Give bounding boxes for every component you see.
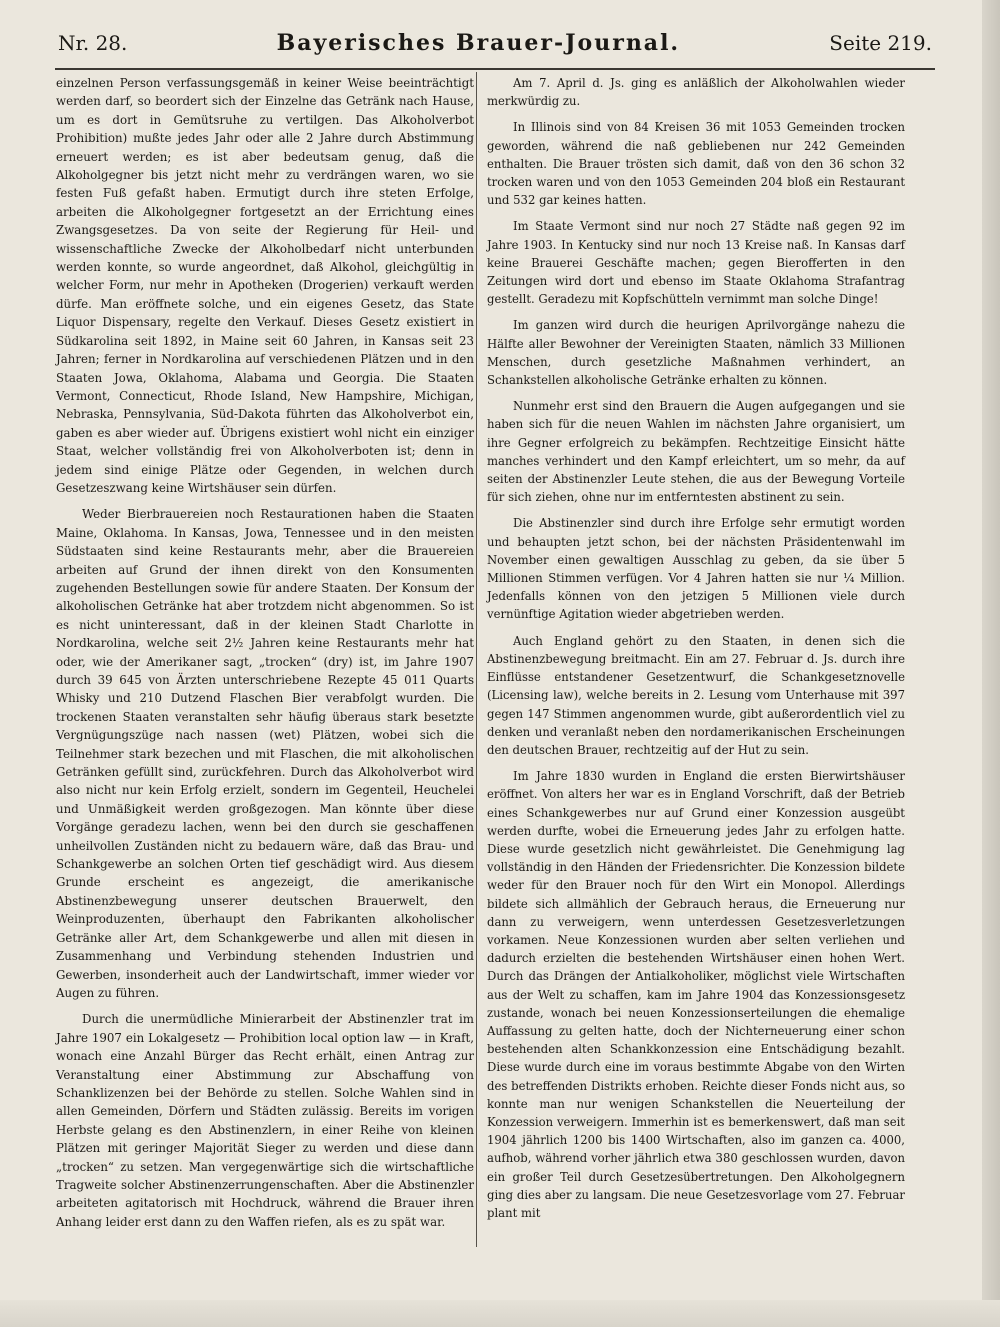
paragraph: Im ganzen wird durch die heurigen Aprilvorgänge nahezu die Hälfte aller Bewohner der Vereinigten Staaten, nämlich 33 Millionen Menschen, durch gesetzliche Maßnahmen verhindert, an Schankstellen alkoholische Getränke erhalten zu können.	[487, 318, 905, 388]
paragraph: Weder Bierbrauereien noch Restaurationen haben die Staaten Maine, Oklahoma. In Kansas, Jowa, Tennessee und in den meisten Südstaaten sind keine Restaurants mehr, aber die Brauereien arbeiten auf Grund der ihnen direkt von den Konsumenten zugehenden Bestellungen sowie für andere Staaten. Der Konsum der alkoholischen Getränke hat aber trotzdem nicht abgenommen. So ist es nicht uninteressant, daß in der kleinen Stadt Charlotte in Nordkarolina, welche seit 2½ Jahren keine Restaurants mehr hat oder, wie der Amerikaner sagt, „trocken“ (dry) ist, im Jahre 1907 durch 39 645 von Ärzten unterschriebene Rezepte 45 011 Quarts Whisky und 210 Dutzend Flaschen Bier verabfolgt wurden. Die trockenen Staaten veranstalten sehr häufig überaus stark besetzte Vergnügungszüge nach nassen (wet) Plätzen, wobei sich die Teilnehmer stark bezechen und mit Flaschen, die mit alkoholischen Getränken gefüllt sind, zurückfehren. Durch das Alkoholverbot wird also nicht nur kein Erfolg erzielt, sondern im Gegenteil, Heuchelei und Unmäßigkeit werden großgezogen. Man könnte über diese Vorgänge geradezu lachen, wenn bei den durch sie geschaffenen unheilvollen Zuständen nicht zu bedauern wäre, daß das Brau- und Schankgewerbe an solchen Orten tief geschädigt wird. Aus diesem Grunde erscheint es angezeigt, die amerikanische Abstinenzbewegung unserer deutschen Brauerwelt, den Weinproduzenten, überhaupt den Fabrikanten alkoholischer Getränke aller Art, dem Schankgewerbe und allen mit diesen in Zusammenhang und Verbindung stehenden Industrien und Gewerben, insonderheit auch der Landwirtschaft, immer wieder vor Augen zu führen.	[56, 507, 474, 1000]
paragraph: In Illinois sind von 84 Kreisen 36 mit 1053 Gemeinden trocken geworden, während die naß gebliebenen nur 242 Gemeinden enthalten. Die Brauer trösten sich damit, daß von den 36 schon 32 trocken waren und von den 1053 Gemeinden 204 bloß ein Restaurant und 532 gar keines hatten.	[487, 120, 905, 208]
paragraph: Nunmehr erst sind den Brauern die Augen aufgegangen und sie haben sich für die neuen Wahlen im nächsten Jahre organisiert, um ihre Gegner erfolgreich zu bekämpfen. Rechtzeitige Einsicht hätte manches verhindert und den Kampf erleichtert, um so mehr, da auf seiten der Abstinenzler Leute stehen, die aus der Bewegung Vorteile für sich ziehen, ohne nur im entferntesten abstinent zu sein.	[487, 399, 905, 505]
page-header	[58, 30, 932, 64]
paragraph: Am 7. April d. Js. ging es anläßlich der Alkoholwahlen wieder merkwürdig zu.	[487, 76, 905, 109]
page-bottom-margin	[0, 1300, 1000, 1327]
issue-number: Nr. 28.	[58, 31, 128, 55]
page-number: Seite 219.	[829, 31, 932, 55]
paragraph: Im Staate Vermont sind nur noch 27 Städte naß gegen 92 im Jahre 1903. In Kentucky sind nur noch 13 Kreise naß. In Kansas darf keine Brauerei Geschäfte machen; gegen Bierofferten in den Zeitungen wird dort und ebenso im Staate Oklahoma Strafantrag gestellt. Geradezu mit Kopfschütteln vernimmt man solche Dinge!	[487, 219, 905, 307]
paragraph: Die Abstinenzler sind durch ihre Erfolge sehr ermutigt worden und behaupten jetzt schon, bei der nächsten Präsidentenwahl im November einen gewaltigen Ausschlag zu geben, da sie über 5 Millionen Stimmen verfügen. Vor 4 Jahren hatten sie nur ¼ Million. Jedenfalls können von den jetzigen 5 Millionen viele durch vernünftige Agitation wieder abgetrieben werden.	[487, 516, 905, 622]
paragraph: einzelnen Person verfassungsgemäß in keiner Weise beeinträchtigt werden darf, so beordert sich der Einzelne das Getränk nach Hause, um es dort in Gemütsruhe zu vertilgen. Das Alkoholverbot Prohibition) mußte jedes Jahr oder alle 2 Jahre durch Abstimmung erneuert werden; es ist aber bedeutsam genug, daß die Alkoholgegner bis jetzt nicht mehr zu verdrängen waren, wo sie festen Fuß gefaßt haben. Ermutigt durch ihre steten Erfolge, arbeiten die Alkoholgegner fortgesetzt an der Errichtung eines Zwangsgesetzes. Da von seite der Regierung für Heil- und wissenschaftliche Zwecke der Alkoholbedarf nicht unterbunden werden konnte, so wurde angeordnet, daß Alkohol, gleichgültig in welcher Form, nur mehr in Apotheken (Drogerien) verkauft werden dürfe. Man eröffnete solche, und ein eigenes Gesetz, das State Liquor Dispensary, regelte den Verkauf. Dieses Gesetz existiert in Südkarolina seit 1892, in Maine seit 60 Jahren, in Kansas seit 23 Jahren; ferner in Nordkarolina auf verschiedenen Plätzen und in den Staaten Jowa, Oklahoma, Alabama und Georgia. Die Staaten Vermont, Connecticut, Rhode Island, New Hampshire, Michigan, Nebraska, Pennsylvania, Süd-Dakota führten das Alkoholverbot ein, gaben es aber wieder auf. Übrigens existiert wohl nicht ein einziger Staat, welcher vollständig frei von Alkoholverboten ist; denn in jedem sind einige Plätze oder Gegenden, in welchen durch Gesetzeszwang keine Wirtshäuser sein dürfen.	[56, 76, 474, 495]
paragraph: Auch England gehört zu den Staaten, in denen sich die Abstinenzbewegung breitmacht. Ein am 27. Februar d. Js. durch ihre Einflüsse entstandener Gesetzentwurf, die Schankgesetznovelle (Licensing law), welche bereits in 2. Lesung vom Unterhause mit 397 gegen 147 Stimmen angenommen wurde, gibt außerordentlich viel zu denken und veranlaßt neben den nordamerikanischen Erscheinungen den deutschen Brauer, rechtzeitig auf der Hut zu sein.	[487, 633, 905, 757]
right-column	[487, 74, 905, 1230]
left-column	[56, 74, 474, 1239]
paragraph: Durch die unermüdliche Minierarbeit der Abstinenzler trat im Jahre 1907 ein Lokalgesetz — Prohibition local option law — in Kraft, wonach eine Anzahl Bürger das Recht erhält, einen Antrag zur Veranstaltung einer Abstimmung zur Abschaffung von Schanklizenzen bei der Behörde zu stellen. Solche Wahlen sind in allen Gemeinden, Dörfern und Städten zulässig. Bereits im vorigen Herbste gelang es den Abstinenzlern, in einer Reihe von kleinen Plätzen mit geringer Majorität Sieger zu werden und diese dann „trocken“ zu setzen. Man vergegenwärtige sich die wirtschaftliche Tragweite solcher Abstinenzerrungenschaften. Aber die Abstinenzler arbeiteten agitatorisch mit Hochdruck, während die Brauer ihren Anhang leider erst dann zu den Waffen riefen, als es zu spät war.	[56, 1012, 474, 1229]
journal-title: Bayerisches Brauer-Journal.	[276, 30, 681, 56]
paragraph: Im Jahre 1830 wurden in England die ersten Bierwirtshäuser eröffnet. Von alters her war es in England Vorschrift, daß der Betrieb eines Schankgewerbes nur auf Grund einer Konzession ausgeübt werden durfte, wobei die Erneuerung jedes Jahr zu erfolgen hatte. Diese wurde gesetzlich nicht gewährleistet. Die Genehmigung lag vollständig in den Händen der Friedensrichter. Die Konzession bildete weder für den Brauer noch für den Wirt ein Monopol. Allerdings bildete sich allmählich der Gebrauch heraus, die Erneuerung nur dann zu verweigern, wenn unterdessen Gesetzesverletzungen vorkamen. Neue Konzessionen wurden aber selten verliehen und dadurch erzielten die bestehenden Wirtshäuser einen hohen Wert. Durch das Drängen der Antialkoholiker, möglichst viele Wirtschaften aus der Welt zu schaffen, kam im Jahre 1904 das Konzessionsgesetz zustande, wonach bei neuen Konzessionserteilungen die ehemalige Auffassung zu gelten hatte, doch der Nichterneuerung einer schon bestehenden alten Schankkonzession eine Entschädigung bezahlt. Diese wurde durch eine im voraus bestimmte Abgabe von den Wirten des betreffenden Distrikts erhoben. Reichte dieser Fonds nicht aus, so konnte man nur wenigen Schankstellen die Neuerteilung der Konzession verweigern. Immerhin ist es bemerkenswert, daß man seit 1904 jährlich 1200 bis 1400 Wirtschaften, also im ganzen ca. 4000, aufhob, während vorher jährlich etwa 380 geschlossen wurden, davon ein großer Teil durch Gesetzesübertretungen. Den Alkoholgegnern ging dies aber zu langsam. Die neue Gesetzesvorlage vom 27. Februar plant mit	[487, 769, 905, 1220]
column-divider	[476, 72, 477, 1247]
header-rule	[55, 68, 935, 70]
page-edge-shadow	[982, 0, 1000, 1327]
